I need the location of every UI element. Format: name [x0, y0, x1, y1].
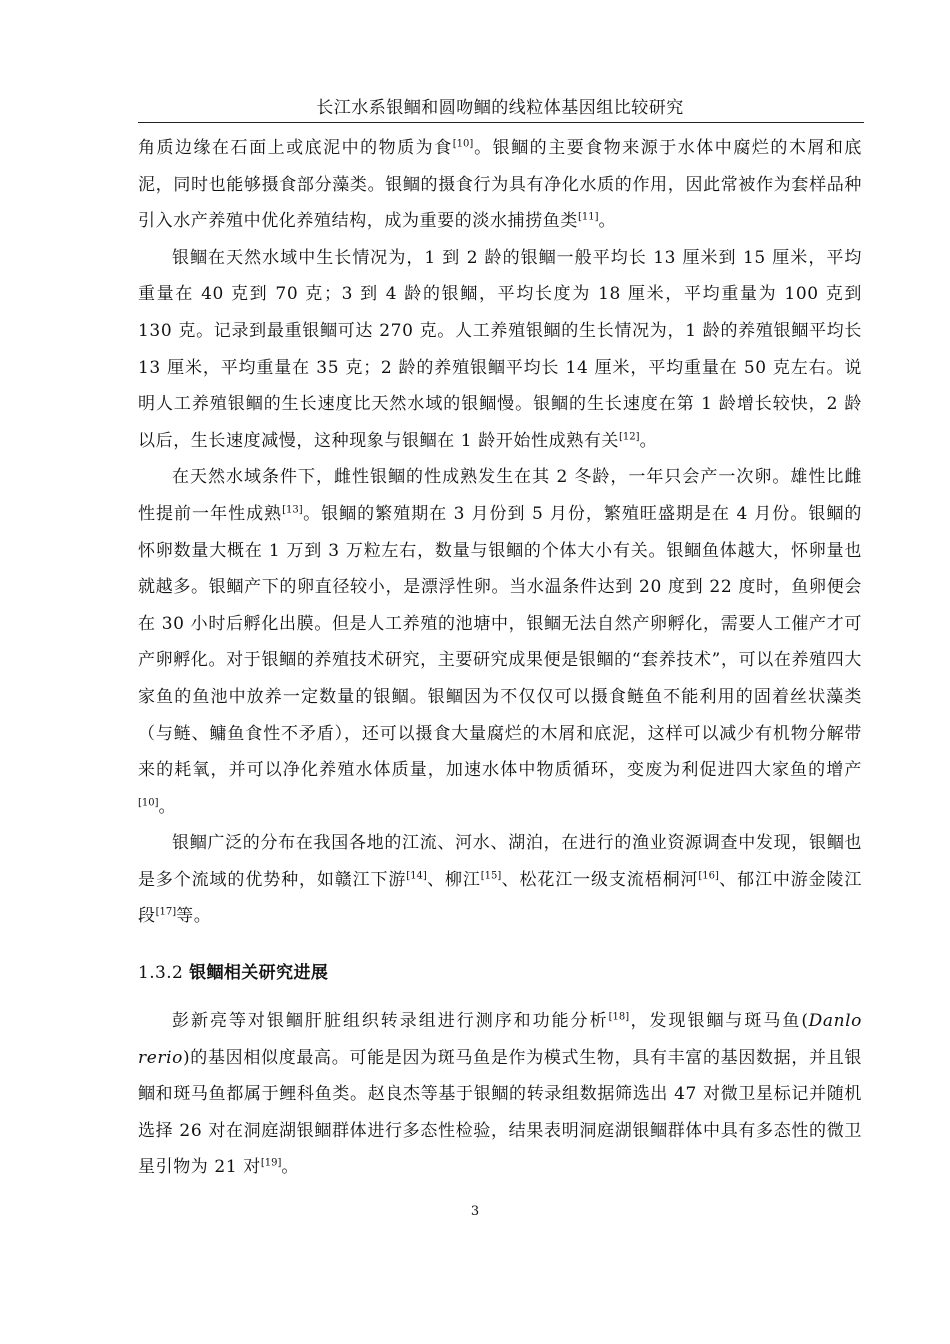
header-rule — [138, 122, 864, 123]
text-run: 。银鲴的主要食物来源于水体中腐烂的木屑和底泥，同时也能够摄食部分藻类。银鲴的摄食行为具有净化水质的作用，因此常被作为套样品种引入水产养殖中优化养殖结构，成为重要的淡水捕捞鱼类 — [138, 138, 862, 232]
text-run: 等。 — [176, 906, 212, 927]
section-number: 1.3.2 — [138, 963, 184, 984]
paragraph-5 — [138, 1003, 862, 1186]
paragraph-2 — [138, 240, 862, 460]
text-run: 银鲴在天然水域中生长情况为，1 到 2 龄的银鲴一般平均长 13 厘米到 15 厘米，平均重量在 40 克到 70 克；3 到 4 龄的银鲴，平均长度为 18 厘米，平均重量为 100 克到 130 克。记录到最重银鲴可达 270 克。人工养殖银鲴的生长情况为，1 龄的养殖银鲴平均长 13 厘米，平均重量在 35 克；2 龄的养殖银鲴平均长 14 厘米，平均重量在 50 克左右。说明人工养殖银鲴的生长速度比天然水域的银鲴慢。银鲴的生长速度在第 1 龄增长较快，2 龄以后，生长速度减慢，这种现象与银鲴在 1 龄开始性成熟有关 — [138, 247, 862, 451]
text-run: 。 — [598, 211, 617, 232]
paragraph-3 — [138, 459, 862, 825]
citation: [16] — [698, 870, 719, 882]
body-text — [138, 130, 862, 1186]
text-run: ，发现银鲴与斑马鱼( — [629, 1011, 809, 1032]
citation: [15] — [480, 870, 502, 882]
citation: [17] — [155, 906, 177, 918]
text-run: 彭新亮等对银鲴肝脏组织转录组进行测序和功能分析 — [172, 1011, 609, 1032]
citation: [11] — [578, 211, 599, 223]
citation: [10] — [452, 138, 474, 150]
citation: [19] — [260, 1157, 282, 1169]
text-run: )的基因相似度最高。可能是因为斑马鱼是作为模式生物，具有丰富的基因数据，并且银鲴和斑马鱼都属于鲤科鱼类。赵良杰等基于银鲴的转录组数据筛选出 47 对微卫星标记并随机选择 26 对在洞庭湖银鲴群体进行多态性检验，结果表明洞庭湖银鲴群体中具有多态性的微卫星引物为 21 对 — [138, 1047, 862, 1178]
text-run: 、柳江 — [426, 869, 481, 890]
text-run: 银鲴广泛的分布在我国各地的江流、河水、湖泊，在进行的渔业资源调查中发现，银鲴也是多个流域的优势种，如赣江下游 — [138, 833, 862, 890]
text-run: 。 — [639, 430, 658, 451]
section-heading — [138, 955, 862, 991]
running-header: 长江水系银鲴和圆吻鲴的线粒体基因组比较研究 — [316, 98, 684, 118]
text-run: 。 — [158, 796, 177, 817]
text-run: 角质边缘在石面上或底泥中的物质为食 — [138, 138, 453, 158]
text-run: 在天然水域条件下，雌性银鲴的性成熟发生在其 2 冬龄，一年只会产一次卵。雄性比雌性提前一年性成熟 — [138, 467, 862, 524]
page-number: 3 — [470, 1204, 480, 1219]
citation: [18] — [608, 1011, 630, 1023]
text-run: 。 — [281, 1157, 299, 1178]
citation: [10] — [138, 797, 159, 809]
text-run: 、郁江中游金陵江段 — [138, 869, 862, 927]
citation: [14] — [406, 870, 427, 882]
species-name: Danlo rerio — [138, 1011, 862, 1068]
citation: [13] — [282, 504, 303, 516]
text-run: 。银鲴的繁殖期在 3 月份到 5 月份，繁殖旺盛期是在 4 月份。银鲴的怀卵数量大概在 1 万到 3 万粒左右，数量与银鲴的个体大小有关。银鲴鱼体越大，怀卵量也就越多。银鲴产下的卵直径较小，是漂浮性卵。当水温条件达到 20 度到 22 度时，鱼卵便会在 30 小时后孵化出膜。但是人工养殖的池塘中，银鲴无法自然产卵孵化，需要人工催产才可产卵孵化。对于银鲴的养殖技术研究，主要研究成果便是银鲴的“套养技术”，可以在养殖四大家鱼的鱼池中放养一定数量的银鲴。银鲴因为不仅仅可以摄食鲢鱼不能利用的固着丝状藻类（与鲢、鳙鱼食性不矛盾），还可以摄食大量腐烂的木屑和底泥，这样可以减少有机物分解带来的耗氧，并可以净化养殖水体质量，加速水体中物质循环，变废为利促进四大家鱼的增产 — [138, 503, 862, 781]
paragraph-4 — [138, 825, 862, 935]
text-run: 、松花江一级支流梧桐河 — [501, 869, 699, 890]
citation: [12] — [619, 431, 640, 443]
paragraph-1 — [138, 130, 862, 240]
section-title: 银鲴相关研究进展 — [189, 963, 329, 984]
